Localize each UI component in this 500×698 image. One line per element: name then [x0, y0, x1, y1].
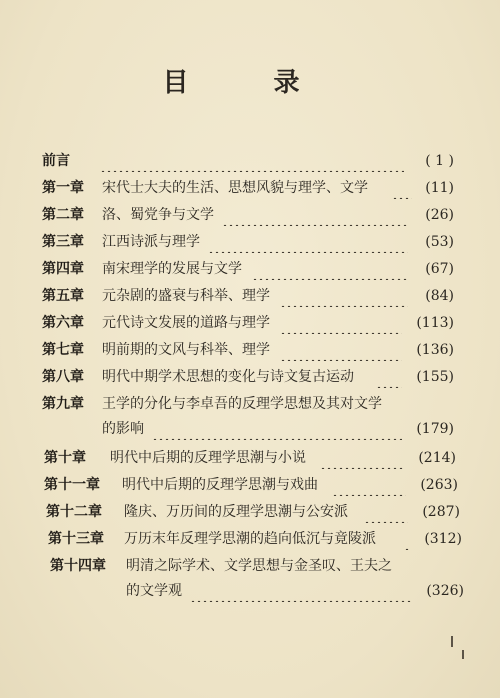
toc-page: (326)	[426, 583, 464, 599]
toc-entry-chapter-2	[0, 204, 500, 226]
toc-entry-chapter-1	[0, 177, 500, 199]
toc-page: (287)	[422, 504, 460, 520]
toc-label: 第五章	[42, 288, 84, 304]
toc-title: 万历末年反理学思潮的趋向低沉与竟陵派	[124, 531, 376, 547]
toc-title: 元代诗文发展的道路与理学	[102, 315, 270, 331]
toc-page: (84)	[425, 288, 454, 304]
toc-page: (312)	[424, 531, 462, 547]
toc-label: 第一章	[42, 180, 84, 196]
toc-label: 第四章	[42, 261, 84, 277]
toc-entry-chapter-10	[0, 447, 500, 469]
toc-title: 南宋理学的发展与文学	[102, 261, 242, 277]
toc-page: (136)	[416, 342, 454, 358]
toc-title: 隆庆、万历间的反理学思潮与公安派	[124, 504, 348, 520]
toc-page: (113)	[416, 315, 454, 331]
toc-label: 第三章	[42, 234, 84, 250]
toc-entry-chapter-14-cont	[0, 580, 500, 602]
toc-page: (179)	[416, 421, 454, 437]
toc-title: 江西诗派与理学	[102, 234, 200, 250]
leader-dots	[320, 447, 404, 469]
toc-entry-chapter-13	[0, 528, 500, 550]
toc-title-continuation: 的影响	[102, 421, 144, 437]
toc-label: 前言	[42, 153, 70, 169]
page-title: 目 录	[162, 68, 338, 98]
leader-dots	[280, 285, 408, 307]
toc-title: 元杂剧的盛衰与科举、理学	[102, 288, 270, 304]
toc-title: 明代中期学术思想的变化与诗文复古运动	[102, 369, 354, 385]
toc-entry-chapter-5	[0, 285, 500, 307]
toc-entry-chapter-8	[0, 366, 500, 388]
toc-title: 宋代士大夫的生活、思想风貌与理学、文学	[102, 180, 368, 196]
leader-dots	[152, 418, 402, 440]
toc-page: (67)	[425, 261, 454, 277]
leader-dots	[392, 177, 412, 199]
scan-speck	[451, 636, 453, 647]
leader-dots	[280, 312, 402, 334]
leader-dots	[100, 150, 404, 172]
toc-page: (26)	[425, 207, 454, 223]
toc-label: 第十四章	[50, 558, 106, 574]
toc-page: (11)	[425, 180, 454, 196]
toc-title: 洛、蜀党争与文学	[102, 207, 214, 223]
toc-title: 明代中后期的反理学思潮与戏曲	[122, 477, 318, 493]
toc-label: 第七章	[42, 342, 84, 358]
toc-label: 第九章	[42, 396, 84, 412]
toc-entry-chapter-14	[0, 555, 500, 577]
leader-dots	[376, 366, 402, 388]
toc-label: 第二章	[42, 207, 84, 223]
toc-page: (263)	[420, 477, 458, 493]
toc-entry-chapter-7	[0, 339, 500, 361]
toc-entry-chapter-11	[0, 474, 500, 496]
toc-label: 第十一章	[44, 477, 100, 493]
toc-title: 明清之际学术、文学思想与金圣叹、王夫之	[126, 558, 392, 574]
leader-dots	[222, 204, 408, 226]
toc-label: 第十二章	[46, 504, 102, 520]
toc-title: 王学的分化与李卓吾的反理学思想及其对文学	[102, 396, 382, 412]
toc-entry-chapter-12	[0, 501, 500, 523]
leader-dots	[252, 258, 408, 280]
toc-title-continuation: 的文学观	[126, 583, 182, 599]
toc-label: 第六章	[42, 315, 84, 331]
leader-dots	[190, 580, 412, 602]
toc-label: 第十三章	[48, 531, 104, 547]
leader-dots	[332, 474, 406, 496]
toc-entry-preface	[0, 150, 500, 172]
toc-label: 第十章	[44, 450, 86, 466]
toc-page: (214)	[418, 450, 456, 466]
toc-entry-chapter-9-cont	[0, 418, 500, 440]
toc-entry-chapter-6	[0, 312, 500, 334]
toc-page: (155)	[416, 369, 454, 385]
toc-entry-chapter-4	[0, 258, 500, 280]
toc-entry-chapter-9	[0, 393, 500, 415]
toc-title: 明代中后期的反理学思潮与小说	[110, 450, 306, 466]
toc-entry-chapter-3	[0, 231, 500, 253]
leader-dots	[280, 339, 402, 361]
toc-page: ( 1 )	[425, 153, 454, 169]
leader-dots	[208, 231, 408, 253]
toc-title: 明前期的文风与科举、理学	[102, 342, 270, 358]
toc-page: (53)	[425, 234, 454, 250]
toc-label: 第八章	[42, 369, 84, 385]
leader-dots	[364, 501, 408, 523]
scan-speck	[462, 650, 464, 659]
